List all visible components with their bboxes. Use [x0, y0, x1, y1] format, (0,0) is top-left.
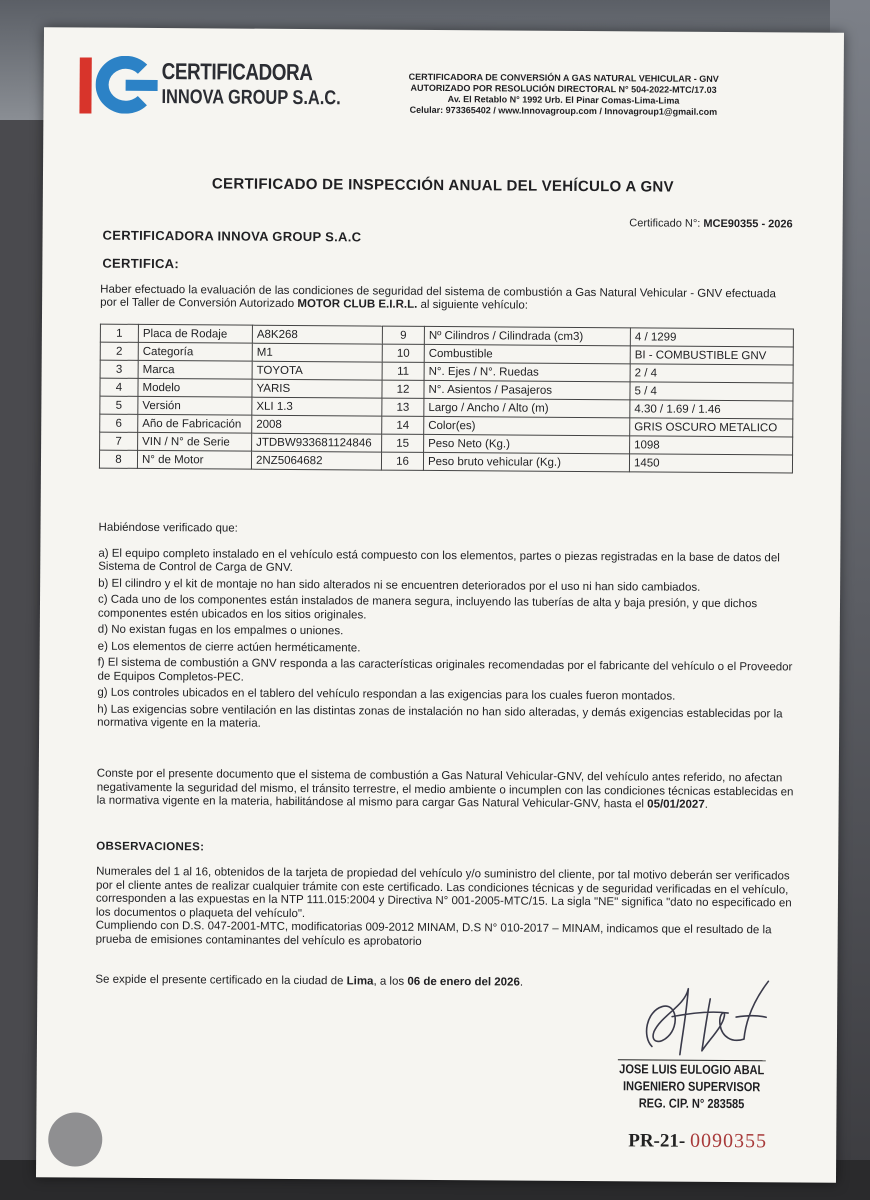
field-label-cell: Marca [138, 360, 252, 379]
verification-heading: Habiéndose verificado que: [98, 521, 238, 535]
header-info-line1: CERTIFICADORA DE CONVERSIÓN A GAS NATURAL VEHICULAR - GNV [408, 71, 719, 84]
certificate-number [629, 217, 792, 230]
company-logo [77, 53, 341, 127]
certifica-heading: CERTIFICA: [102, 255, 180, 272]
vehicle-data-table [99, 324, 794, 474]
company-name: CERTIFICADORA INNOVA GROUP S.A.C [102, 227, 362, 245]
row-number-cell: 5 [100, 396, 138, 414]
document-title: CERTIFICADO DE INSPECCIÓN ANUAL DEL VEHÍCULO A GNV [211, 175, 674, 196]
verification-item: d) No existan fugas en los empalmes o uniones. [97, 623, 344, 638]
row-number-cell: 1 [100, 324, 138, 342]
row-number-cell: 11 [382, 362, 424, 380]
signatory-registration: REG. CIP. N° 283585 [638, 1095, 745, 1112]
observations-p1: Numerales del 1 al 16, obtenidos de la tarjeta de propiedad del vehículo y/o suministro del cliente, por tal motivo deberán ser verificados por el cliente antes de realizar cualquier trámite con este certificado. Las condiciones técnicas y de seguridad verificadas en el vehículo, corresponden a las expuestas en la NTP 111.015:2004 y Directiva N° 001-2005-MTC/15. La sigla "NE" significa "dato no especificado en los documentos o plaqueta del vehículo". [95, 865, 792, 920]
field-label-cell: N°. Asientos / Pasajeros [424, 380, 630, 399]
field-value-cell: 2 / 4 [630, 364, 793, 383]
row-number-cell: 7 [100, 432, 138, 450]
header-info-line3: Av. El Retablo N° 1992 Urb. El Pinar Comas-Lima-Lima [447, 94, 680, 106]
valid-until-date: 05/01/2027 [647, 798, 705, 811]
handwritten-signature [632, 976, 773, 1062]
field-label-cell: Placa de Rodaje [138, 324, 252, 343]
conste-paragraph [97, 768, 797, 813]
expedition-line [95, 974, 523, 989]
observations-p2: Cumpliendo con D.S. 047-2001-MTC, modificatorias 009-2012 MINAM, D.S N° 010-2017 – MINAM, indicamos que el resultado de la prueba de emisiones contaminantes del vehículo es aprobatorio [95, 919, 772, 948]
row-number-cell: 14 [382, 416, 424, 434]
conste-text: Conste por el presente documento que el sistema de combustión a Gas Natural Vehicular-GNV, del vehículo antes referido, no afectan negativamente la seguridad del mismo, el tránsito terrestre, el medio ambiente o incumplen con las condiciones técnicas establecidas en la normativa vigente en la materia, habilitándose al mismo para cargar Gas Natural Vehicular-GNV, hasta el [96, 767, 794, 811]
row-number-cell: 15 [382, 434, 424, 452]
intro-text-end: al siguiente vehículo: [417, 298, 528, 312]
expedition-text: Se expide el presente certificado en la ciudad de [95, 973, 347, 988]
certificate-sheet [36, 27, 844, 1183]
field-label-cell: Modelo [138, 378, 252, 397]
field-label-cell: N°. Ejes / N°. Ruedas [424, 362, 630, 381]
field-label-cell: Año de Fabricación [138, 414, 252, 433]
signatory-block [611, 1059, 773, 1112]
serial-value: 0090355 [689, 1129, 768, 1153]
field-value-cell: 4.30 / 1.69 / 1.46 [630, 400, 793, 419]
field-value-cell: A8K268 [252, 325, 382, 344]
verification-item: g) Los controles ubicados en el tablero del vehículo respondan a las exigencias para los cuales fueron montados. [97, 686, 676, 703]
field-label-cell: VIN / N° de Serie [138, 432, 252, 451]
field-value-cell: YARIS [252, 379, 382, 398]
field-value-cell: M1 [252, 343, 382, 362]
expedition-city: Lima [346, 975, 374, 988]
field-label-cell: Peso bruto vehicular (Kg.) [423, 452, 629, 471]
signatory-role: INGENIERO SUPERVISOR [622, 1078, 761, 1095]
logo-name-line1: CERTIFICADORA [161, 58, 313, 86]
row-number-cell: 2 [100, 342, 138, 360]
field-value-cell: GRIS OSCURO METALICO [630, 418, 793, 437]
signatory-name: JOSE LUIS EULOGIO ABAL [617, 1059, 766, 1078]
row-number-cell: 9 [382, 326, 424, 344]
row-number-cell: 6 [100, 414, 138, 432]
field-value-cell: 2NZ5064682 [251, 451, 381, 470]
expedition-text-2: , a los [373, 975, 408, 988]
intro-paragraph [100, 284, 790, 315]
certificate-number-label: Certificado N°: [629, 217, 701, 230]
field-value-cell: BI - COMBUSTIBLE GNV [630, 346, 793, 365]
row-number-cell: 3 [100, 360, 138, 378]
serial-number [628, 1129, 767, 1153]
ig-logo-icon [77, 53, 167, 118]
field-label-cell: Combustible [424, 344, 630, 363]
header-info-line4: Celular: 973365402 / www.Innovagroup.com / Innovagroup1@gmail.com [409, 104, 718, 117]
field-label-cell: N° de Motor [137, 450, 251, 469]
field-value-cell: JTDBW933681124846 [252, 433, 382, 452]
row-number-cell: 10 [382, 344, 424, 362]
verification-item: b) El cilindro y el kit de montaje no han sido alterados ni se encuentren deteriorados por el uso ni han sido cambiados. [98, 577, 701, 594]
row-number-cell: 16 [381, 452, 423, 470]
field-value-cell: XLI 1.3 [252, 397, 382, 416]
verification-item: e) Los elementos de cierre actúen herméticamente. [97, 640, 361, 654]
verification-item: h) Las exigencias sobre ventilación en las distintas zonas de instalación no han sido alteradas, y demás exigencias establecidas por la normativa vigente en la materia. [97, 703, 783, 730]
row-number-cell: 8 [99, 450, 137, 468]
logo-name-line2: INNOVA GROUP S.A.C. [161, 86, 341, 110]
header-info-line2: AUTORIZADO POR RESOLUCIÓN DIRECTORAL N° 504-2022-MTC/17.03 [410, 82, 717, 95]
field-label-cell: Color(es) [424, 416, 630, 435]
row-number-cell: 12 [382, 380, 424, 398]
observations-section [96, 866, 797, 952]
serial-prefix: PR-21- [628, 1130, 686, 1152]
field-label-cell: Versión [138, 396, 252, 415]
expedition-date: 06 de enero del 2026 [407, 975, 520, 989]
verification-item: f) El sistema de combustión a GNV responda a las características originales recomendadas por el fabricante del vehículo o el Proveedor de Equipos Completos-PEC. [97, 656, 793, 684]
punch-hole [48, 1112, 102, 1166]
observations-heading: OBSERVACIONES: [96, 840, 205, 854]
field-value-cell: 5 / 4 [630, 382, 793, 401]
verification-item: a) El equipo completo instalado en el vehículo está compuesto con los elementos, partes o piezas registradas en la base de datos del Sistema de Control de Carga de GNV. [98, 547, 780, 574]
field-label-cell: Largo / Ancho / Alto (m) [424, 398, 630, 417]
field-value-cell: 1450 [629, 454, 792, 473]
row-number-cell: 4 [100, 378, 138, 396]
intro-text: Haber efectuado la evaluación de las condiciones de seguridad del sistema de combustión a Gas Natural Vehicular - GNV efectuada por el Taller de Conversión Autorizado [100, 283, 776, 310]
field-value-cell: 1098 [630, 436, 793, 455]
table-row [99, 450, 792, 473]
field-value-cell: 4 / 1299 [630, 328, 793, 347]
header-info [373, 72, 753, 119]
field-value-cell: 2008 [252, 415, 382, 434]
field-label-cell: Categoría [138, 342, 252, 361]
field-value-cell: TOYOTA [252, 361, 382, 380]
field-label-cell: Peso Neto (Kg.) [424, 434, 630, 453]
expedition-end: . [519, 976, 524, 989]
verification-item: c) Cada uno de los componentes están instalados de manera segura, incluyendo las tuberías de alta y baja presión, y que dichos componentes estén ubicados en los sitios originales. [97, 593, 758, 621]
conste-end: . [704, 798, 708, 811]
certificate-number-value: MCE90355 - 2026 [703, 217, 793, 231]
verification-section [97, 522, 798, 738]
workshop-name: MOTOR CLUB E.I.R.L. [297, 297, 418, 311]
row-number-cell: 13 [382, 398, 424, 416]
field-label-cell: Nº Cilindros / Cilindrada (cm3) [424, 326, 630, 345]
